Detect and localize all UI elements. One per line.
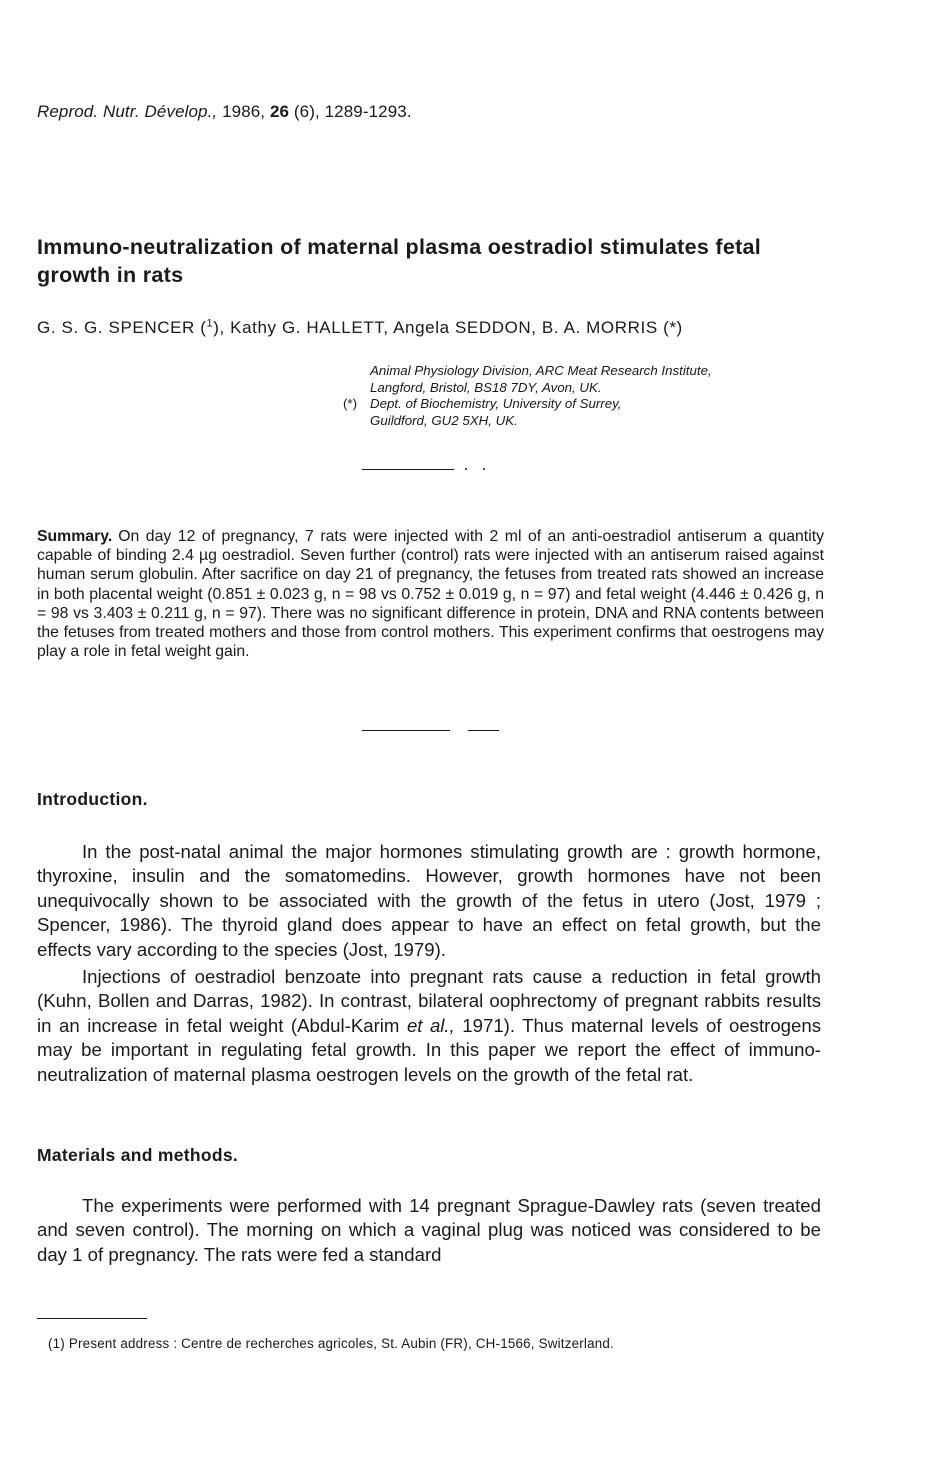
introduction-paragraph-1: In the post-natal animal the major hormones stimulating growth are : growth hormone, thyroxine, insulin and the somatomedins. However, growth hormones have not been unequivocally shown to be associated with the growth of the fetus in utero (Jost, 1979 ; Spencer, 1986). The thyroid gland does appear to have an effect on fetal growth, but the effects vary according to the species (Jost, 1979). <box>37 841 821 960</box>
author-others: Kathy G. HALLETT, Angela SEDDON, B. A. MORRIS (*) <box>230 318 683 337</box>
separator-dot <box>483 468 485 470</box>
summary-label: Summary. <box>37 528 113 545</box>
journal-name: Reprod. Nutr. Dévelop., <box>37 102 218 121</box>
citation-volume: 26 <box>269 102 290 121</box>
affiliation-mark: (*) <box>343 396 358 411</box>
introduction-paragraph-2-text-b: 1971). Thus maternal levels of oestrogens may be important in regulating fetal growth. In this paper we report the effect of immuno-neutralization of maternal plasma oestrogen levels on the growth of the fetal rat. <box>37 1014 821 1085</box>
separator-rule-top <box>362 469 454 470</box>
affiliation-line-3: Dept. of Biochemistry, University of Surrey, <box>370 396 622 411</box>
separator-rule-bottom-left <box>362 730 450 731</box>
author-first-footnote-mark: 1 <box>206 317 214 330</box>
footnote <box>48 1336 614 1351</box>
citation-issue-pages: (6), 1289-1293. <box>293 102 412 121</box>
summary-abstract <box>37 527 824 661</box>
separator-dot <box>465 468 467 470</box>
affiliations <box>343 363 833 429</box>
paper-title: Immuno-neutralization of maternal plasma oestradiol stimulates fetal growth in rats <box>37 235 762 287</box>
affiliation-line-1: Animal Physiology Division, ARC Meat Research Institute, <box>370 363 712 378</box>
author-first: G. S. G. SPENCER ( <box>37 318 207 337</box>
footnote-rule <box>37 1318 147 1319</box>
author-list <box>37 318 683 338</box>
footnote-mark: (1) <box>48 1336 65 1351</box>
author-first-close: ), <box>213 318 225 337</box>
introduction-paragraph-2 <box>37 965 821 1087</box>
footnote-text: Present address : Centre de recherches agricoles, St. Aubin (FR), CH-1566, Switzerland. <box>68 1336 614 1351</box>
section-heading-methods: Materials and methods. <box>37 1145 239 1165</box>
et-al: et al., <box>406 1014 455 1036</box>
methods-paragraph-1: The experiments were performed with 14 pregnant Sprague-Dawley rats (seven treated and seven control). The morning on which a vaginal plug was noticed was considered to be day 1 of pregnancy. The rats were fed a standard <box>37 1195 821 1265</box>
affiliation-line-2: Langford, Bristol, BS18 7DY, Avon, UK. <box>370 379 602 395</box>
citation-year: 1986, <box>222 102 266 121</box>
affiliation-line-4: Guildford, GU2 5XH, UK. <box>370 412 518 428</box>
summary-text: On day 12 of pregnancy, 7 rats were injected with 2 ml of an anti-oestradiol antiserum a quantity capable of binding 2.4 µg oestradiol. Seven further (control) rats were injected with an antiserum raised against human serum globulin. After sacrifice on day 21 of pregnancy, the fetuses from treated rats showed an increase in both placental weight (0.851 ± 0.023 g, n = 98 vs 0.752 ± 0.019 g, n = 97) and fetal weight (4.446 ± 0.426 g, n = 98 vs 3.403 ± 0.211 g, n = 97). There was no significant difference in protein, DNA and RNA contents between the fetuses from treated mothers and those from control mothers. This experiment confirms that oestrogens may play a role in fetal weight gain. <box>37 528 824 661</box>
section-heading-introduction: Introduction. <box>37 789 148 809</box>
separator-rule-bottom-right <box>468 730 499 731</box>
journal-citation <box>37 102 412 122</box>
introduction-paragraph-2-text-a: Injections of oestradiol benzoate into pregnant rats cause a reduction in fetal growth (Kuhn, Bollen and Darras, 1982). In contrast, bilateral oophrectomy of pregnant rabbits results in an increase in fetal weight (Abdul-Karim <box>37 966 821 1036</box>
